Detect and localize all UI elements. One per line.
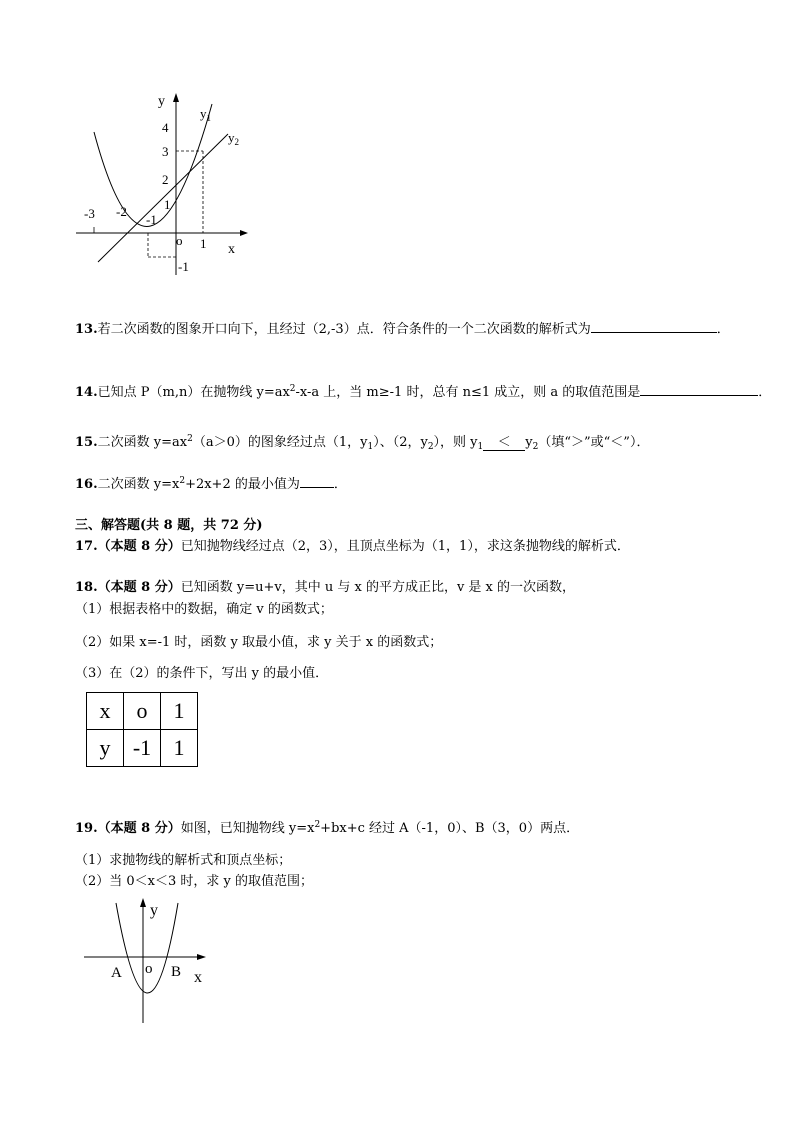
sub-question-3: （3）在（2）的条件下，写出 y 的最小值． xyxy=(75,666,329,681)
point-a-label: A xyxy=(111,965,122,981)
tick-label: 4 xyxy=(162,120,169,135)
graph-figure-2 xyxy=(80,895,215,1030)
question-14 xyxy=(75,381,771,400)
table-cell: -1 xyxy=(124,730,161,767)
sub-question-2: （2）当 0＜x＜3 时，求 y 的取值范围； xyxy=(75,874,314,889)
table-cell: x xyxy=(87,693,124,730)
answer-blank[interactable] xyxy=(640,381,758,396)
origin-label: o xyxy=(176,233,183,248)
question-text: 已知函数 y=u+v，其中 u 与 x 的平方成正比，v 是 x 的一次函数， xyxy=(180,580,576,595)
question-text: +bx+c 经过 A（-1，0）、B（3，0）两点． xyxy=(320,821,580,836)
question-points: （本题 8 分） xyxy=(97,821,181,836)
exponent: 2 xyxy=(289,384,296,394)
subscript: 2 xyxy=(427,442,434,452)
question-text: 若二次函数的图象开口向下，且经过（2,-3）点．符合条件的一个二次函数的解析式为 xyxy=(97,322,591,337)
question-number: 14. xyxy=(75,385,98,400)
x-axis-label: x xyxy=(228,242,235,257)
answer-blank[interactable] xyxy=(591,318,717,333)
subscript: 1 xyxy=(477,442,484,452)
curve-label-y1: $y_1$ xyxy=(200,106,211,123)
exponent: 2 xyxy=(314,820,321,830)
question-text: 如图，已知抛物线 y=x xyxy=(180,821,315,836)
tick-label: 2 xyxy=(162,172,169,187)
table-cell: 1 xyxy=(161,730,198,767)
question-17 xyxy=(75,535,630,554)
tick-label: 1 xyxy=(200,236,207,251)
x-axis-arrow xyxy=(197,954,206,960)
question-points: （本题 8 分） xyxy=(97,580,181,595)
answer-filled: ＜ xyxy=(483,431,525,451)
question-13 xyxy=(75,318,730,337)
sub-question-1: （1）根据表格中的数据，确定 v 的函数式； xyxy=(75,602,333,617)
tick-label: -1 xyxy=(178,259,189,274)
question-15 xyxy=(75,431,649,452)
y-axis-label: y xyxy=(150,902,158,919)
tick-label: -1 xyxy=(146,212,157,227)
question-text: （填“＞”或“＜”）． xyxy=(538,435,650,450)
question-number: 13. xyxy=(75,322,98,337)
question-text: 二次函数 y=x xyxy=(97,477,180,492)
question-text: +2x+2 的最小值为 xyxy=(185,477,300,492)
table-cell: 1 xyxy=(161,693,198,730)
question-text: 已知点 P（m,n）在抛物线 y=ax xyxy=(97,385,290,400)
y-axis-label: y xyxy=(158,94,165,109)
sub-question-2: （2）如果 x=-1 时，函数 y 取最小值，求 y 关于 x 的函数式； xyxy=(75,635,443,650)
table-row xyxy=(87,693,198,730)
x-axis-arrow xyxy=(240,230,248,236)
y-axis-arrow xyxy=(140,898,146,907)
data-table xyxy=(86,692,198,767)
subscript: 1 xyxy=(367,442,374,452)
y-axis-arrow xyxy=(173,93,179,102)
question-number: 19. xyxy=(75,821,98,836)
question-text: （a＞0）的图象经过点（1，y xyxy=(192,435,368,450)
x-axis-label: x xyxy=(194,969,202,986)
table-cell: o xyxy=(124,693,161,730)
sub-question-1: （1）求抛物线的解析式和顶点坐标； xyxy=(75,853,292,868)
question-number: 15. xyxy=(75,435,98,450)
curve-label-y2: $y_2$ xyxy=(228,130,239,147)
table-row xyxy=(87,730,198,767)
question-number: 17. xyxy=(75,539,98,554)
answer-blank[interactable] xyxy=(300,473,334,488)
question-text: ），则 y xyxy=(433,435,478,450)
question-text: 二次函数 y=ax xyxy=(97,435,188,450)
subscript: 2 xyxy=(532,442,539,452)
question-points: （本题 8 分） xyxy=(97,539,181,554)
question-19 xyxy=(75,817,579,836)
question-text: 已知抛物线经过点（2，3），且顶点坐标为（1，1），求这条抛物线的解析式． xyxy=(180,539,630,554)
table-cell: y xyxy=(87,730,124,767)
exponent: 2 xyxy=(187,434,193,444)
point-b-label: B xyxy=(171,964,182,980)
question-text: -x-a 上，当 m≥-1 时，总有 n≤1 成立，则 a 的取值范围是 xyxy=(295,385,641,400)
section-title: 三、解答题(共 8 题，共 72 分) xyxy=(75,518,263,533)
origin-label: o xyxy=(145,961,153,977)
tick-label: -2 xyxy=(116,204,127,219)
tick-label: 1 xyxy=(164,197,171,212)
question-number: 18. xyxy=(75,580,98,595)
question-text: y xyxy=(525,435,533,450)
period: ． xyxy=(333,477,347,492)
tick-label: 3 xyxy=(162,144,169,159)
question-16 xyxy=(75,473,347,492)
question-number: 16. xyxy=(75,477,98,492)
question-18 xyxy=(75,576,575,595)
exponent: 2 xyxy=(179,476,186,486)
graph-figure-1 xyxy=(70,90,260,280)
question-text: ）、（2，y xyxy=(373,435,428,450)
period: ． xyxy=(716,322,730,337)
period: ． xyxy=(758,385,772,400)
parabola xyxy=(116,903,178,993)
tick-label: -3 xyxy=(84,206,95,221)
